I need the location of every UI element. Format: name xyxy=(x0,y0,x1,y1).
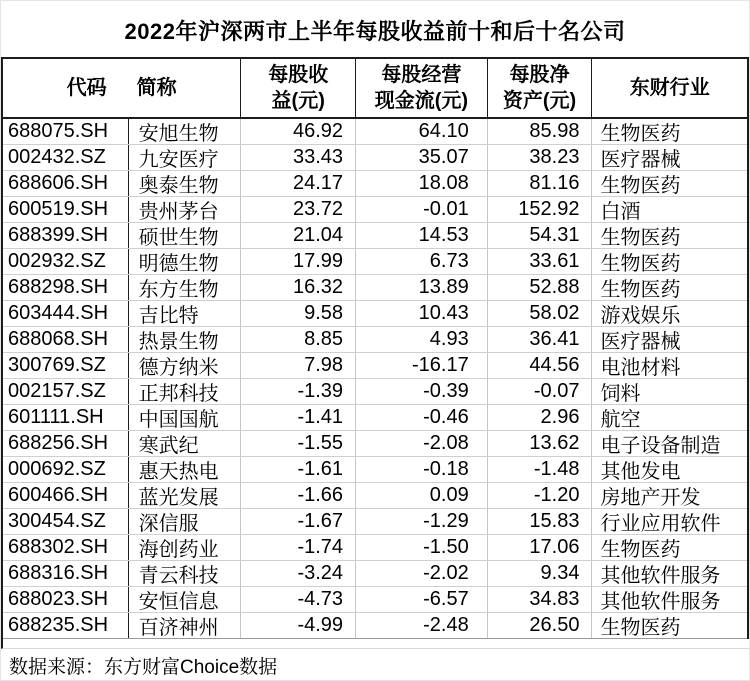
cell-industry: 白酒 xyxy=(600,201,641,222)
cell-industry: 饲料 xyxy=(600,383,641,404)
cell-company-name: 蓝光发展 xyxy=(129,483,242,508)
cell-company-name: 安恒信息 xyxy=(129,587,242,612)
cell-eps: -1.41 xyxy=(241,405,356,430)
header-bps-line2: 资产(元) xyxy=(502,90,577,112)
cell-operating-cashflow: -0.01 xyxy=(356,197,488,222)
table-row xyxy=(3,379,747,405)
cell-industry: 生物医药 xyxy=(600,175,681,196)
cell-stock-code: 688399.SH xyxy=(3,223,129,248)
cell-company-name: 深信服 xyxy=(129,509,242,534)
cell-industry: 航空 xyxy=(600,409,641,430)
cell-company-name: 东方生物 xyxy=(129,275,242,300)
cell-stock-code: 688256.SH xyxy=(3,431,129,456)
cell-operating-cashflow: 64.10 xyxy=(356,119,488,144)
cell-operating-cashflow: 35.07 xyxy=(356,145,488,170)
cell-company-name: 百济神州 xyxy=(129,613,242,638)
header-code-label: 代码 xyxy=(66,77,107,99)
table-row xyxy=(3,535,747,561)
cell-net-assets: 81.16 xyxy=(488,171,593,196)
cell-net-assets: 52.88 xyxy=(488,275,593,300)
cell-company-name: 明德生物 xyxy=(129,249,242,274)
cell-company-name: 中国国航 xyxy=(129,405,242,430)
cell-stock-code: 000692.SZ xyxy=(3,457,129,482)
cell-net-assets: -1.48 xyxy=(488,457,593,482)
data-source-note: 数据来源：东方财富Choice数据 xyxy=(9,656,278,678)
cell-eps: 16.32 xyxy=(241,275,356,300)
cell-industry: 电池材料 xyxy=(600,357,681,378)
cell-eps: -3.24 xyxy=(241,561,356,586)
cell-eps: -1.74 xyxy=(241,535,356,560)
cell-stock-code: 300454.SZ xyxy=(3,509,129,534)
cell-stock-code: 688298.SH xyxy=(3,275,129,300)
cell-operating-cashflow: -6.57 xyxy=(356,587,488,612)
cell-eps: -1.66 xyxy=(241,483,356,508)
cell-company-name: 正邦科技 xyxy=(129,379,242,404)
cell-operating-cashflow: 4.93 xyxy=(356,327,488,352)
cell-stock-code: 002157.SZ xyxy=(3,379,129,404)
table-row xyxy=(3,613,747,639)
cell-stock-code: 600519.SH xyxy=(3,197,129,222)
cell-eps: 23.72 xyxy=(241,197,356,222)
figure-title: 2022年沪深两市上半年每股收益前十和后十名公司 xyxy=(124,18,626,44)
cell-operating-cashflow: 13.89 xyxy=(356,275,488,300)
cell-net-assets: 36.41 xyxy=(488,327,593,352)
header-cell-industry xyxy=(592,59,747,117)
cell-stock-code: 688023.SH xyxy=(3,587,129,612)
table-row xyxy=(3,483,747,509)
cell-eps: 17.99 xyxy=(241,249,356,274)
cell-net-assets: 15.83 xyxy=(488,509,593,534)
cell-industry: 电子设备制造 xyxy=(600,435,721,456)
header-ocf-line2: 现金流(元) xyxy=(374,90,469,112)
table-row xyxy=(3,223,747,249)
cell-operating-cashflow: -2.08 xyxy=(356,431,488,456)
cell-company-name: 青云科技 xyxy=(129,561,242,586)
cell-operating-cashflow: -2.48 xyxy=(356,613,488,638)
cell-operating-cashflow: 10.43 xyxy=(356,301,488,326)
cell-net-assets: 2.96 xyxy=(488,405,593,430)
table-row xyxy=(3,301,747,327)
cell-eps: 7.98 xyxy=(241,353,356,378)
cell-company-name: 寒武纪 xyxy=(129,431,242,456)
cell-company-name: 热景生物 xyxy=(129,327,242,352)
cell-stock-code: 688316.SH xyxy=(3,561,129,586)
cell-stock-code: 688068.SH xyxy=(3,327,129,352)
cell-operating-cashflow: -16.17 xyxy=(356,353,488,378)
cell-company-name: 九安医疗 xyxy=(129,145,242,170)
table-row xyxy=(3,457,747,483)
cell-industry: 房地产开发 xyxy=(600,487,701,508)
cell-net-assets: 58.02 xyxy=(488,301,593,326)
cell-net-assets: 9.34 xyxy=(488,561,593,586)
table-footer-gridline xyxy=(1,639,749,649)
cell-net-assets: 33.61 xyxy=(488,249,593,274)
header-cell-operating-cashflow xyxy=(356,59,488,117)
table-row xyxy=(3,587,747,613)
cell-stock-code: 688235.SH xyxy=(3,613,129,638)
cell-eps: -1.39 xyxy=(241,379,356,404)
cell-eps: 33.43 xyxy=(241,145,356,170)
cell-industry: 生物医药 xyxy=(600,123,681,144)
header-bps-line1: 每股净 xyxy=(509,64,570,86)
table-row xyxy=(3,145,747,171)
cell-eps: -4.99 xyxy=(241,613,356,638)
cell-industry: 生物医药 xyxy=(600,617,681,638)
cell-industry: 其他软件服务 xyxy=(600,591,721,612)
table-row xyxy=(3,405,747,431)
cell-operating-cashflow: -1.50 xyxy=(356,535,488,560)
cell-company-name: 安旭生物 xyxy=(129,119,242,144)
header-cell-net-assets xyxy=(488,59,593,117)
cell-net-assets: 26.50 xyxy=(488,613,593,638)
table-row xyxy=(3,249,747,275)
table-row xyxy=(3,327,747,353)
header-name-label: 简称 xyxy=(136,77,177,99)
cell-net-assets: 85.98 xyxy=(488,119,593,144)
cell-stock-code: 688302.SH xyxy=(3,535,129,560)
header-cell-eps xyxy=(241,59,356,117)
cell-net-assets: 13.62 xyxy=(488,431,593,456)
cell-industry: 生物医药 xyxy=(600,253,681,274)
header-eps-line1: 每股收 xyxy=(268,64,329,86)
table-row xyxy=(3,509,747,535)
cell-eps: -4.73 xyxy=(241,587,356,612)
cell-stock-code: 600466.SH xyxy=(3,483,129,508)
header-ocf-line1: 每股经营 xyxy=(381,64,462,86)
header-industry-label: 东财行业 xyxy=(629,77,710,99)
table-row xyxy=(3,353,747,379)
cell-eps: -1.61 xyxy=(241,457,356,482)
cell-operating-cashflow: -2.02 xyxy=(356,561,488,586)
cell-industry: 行业应用软件 xyxy=(600,513,721,534)
cell-company-name: 硕世生物 xyxy=(129,223,242,248)
cell-net-assets: 54.31 xyxy=(488,223,593,248)
cell-operating-cashflow: -1.29 xyxy=(356,509,488,534)
cell-company-name: 德方纳米 xyxy=(129,353,242,378)
cell-net-assets: 17.06 xyxy=(488,535,593,560)
cell-eps: -1.67 xyxy=(241,509,356,534)
cell-operating-cashflow: 18.08 xyxy=(356,171,488,196)
header-cell-code-name xyxy=(3,59,241,117)
cell-operating-cashflow: 6.73 xyxy=(356,249,488,274)
table-row xyxy=(3,275,747,301)
cell-eps: 21.04 xyxy=(241,223,356,248)
cell-net-assets: 152.92 xyxy=(488,197,593,222)
data-table xyxy=(1,57,749,639)
cell-stock-code: 688075.SH xyxy=(3,119,129,144)
cell-industry: 其他软件服务 xyxy=(600,565,721,586)
cell-company-name: 海创药业 xyxy=(129,535,242,560)
cell-operating-cashflow: -0.39 xyxy=(356,379,488,404)
cell-eps: 8.85 xyxy=(241,327,356,352)
cell-net-assets: 38.23 xyxy=(488,145,593,170)
table-body xyxy=(3,119,747,639)
cell-stock-code: 688606.SH xyxy=(3,171,129,196)
cell-industry: 游戏娱乐 xyxy=(600,305,681,326)
cell-industry: 医疗器械 xyxy=(600,331,681,352)
cell-operating-cashflow: 0.09 xyxy=(356,483,488,508)
cell-company-name: 贵州茅台 xyxy=(129,197,242,222)
cell-industry: 生物医药 xyxy=(600,279,681,300)
cell-eps: 46.92 xyxy=(241,119,356,144)
table-header-row xyxy=(3,59,747,119)
cell-net-assets: 34.83 xyxy=(488,587,593,612)
table-row xyxy=(3,119,747,145)
cell-company-name: 惠天热电 xyxy=(129,457,242,482)
cell-net-assets: 44.56 xyxy=(488,353,593,378)
table-row xyxy=(3,431,747,457)
cell-stock-code: 002432.SZ xyxy=(3,145,129,170)
header-eps-line2: 益(元) xyxy=(271,90,325,112)
cell-net-assets: -1.20 xyxy=(488,483,593,508)
cell-company-name: 吉比特 xyxy=(129,301,242,326)
cell-eps: 9.58 xyxy=(241,301,356,326)
cell-net-assets: -0.07 xyxy=(488,379,593,404)
cell-industry: 医疗器械 xyxy=(600,149,681,170)
cell-stock-code: 300769.SZ xyxy=(3,353,129,378)
cell-operating-cashflow: 14.53 xyxy=(356,223,488,248)
cell-stock-code: 603444.SH xyxy=(3,301,129,326)
cell-stock-code: 002932.SZ xyxy=(3,249,129,274)
cell-industry: 生物医药 xyxy=(600,539,681,560)
cell-company-name: 奥泰生物 xyxy=(129,171,242,196)
cell-industry: 生物医药 xyxy=(600,227,681,248)
cell-industry: 其他发电 xyxy=(600,461,681,482)
table-row xyxy=(3,561,747,587)
cell-operating-cashflow: -0.46 xyxy=(356,405,488,430)
table-row xyxy=(3,171,747,197)
cell-eps: -1.55 xyxy=(241,431,356,456)
cell-stock-code: 601111.SH xyxy=(3,405,129,430)
table-row xyxy=(3,197,747,223)
cell-operating-cashflow: -0.18 xyxy=(356,457,488,482)
cell-eps: 24.17 xyxy=(241,171,356,196)
